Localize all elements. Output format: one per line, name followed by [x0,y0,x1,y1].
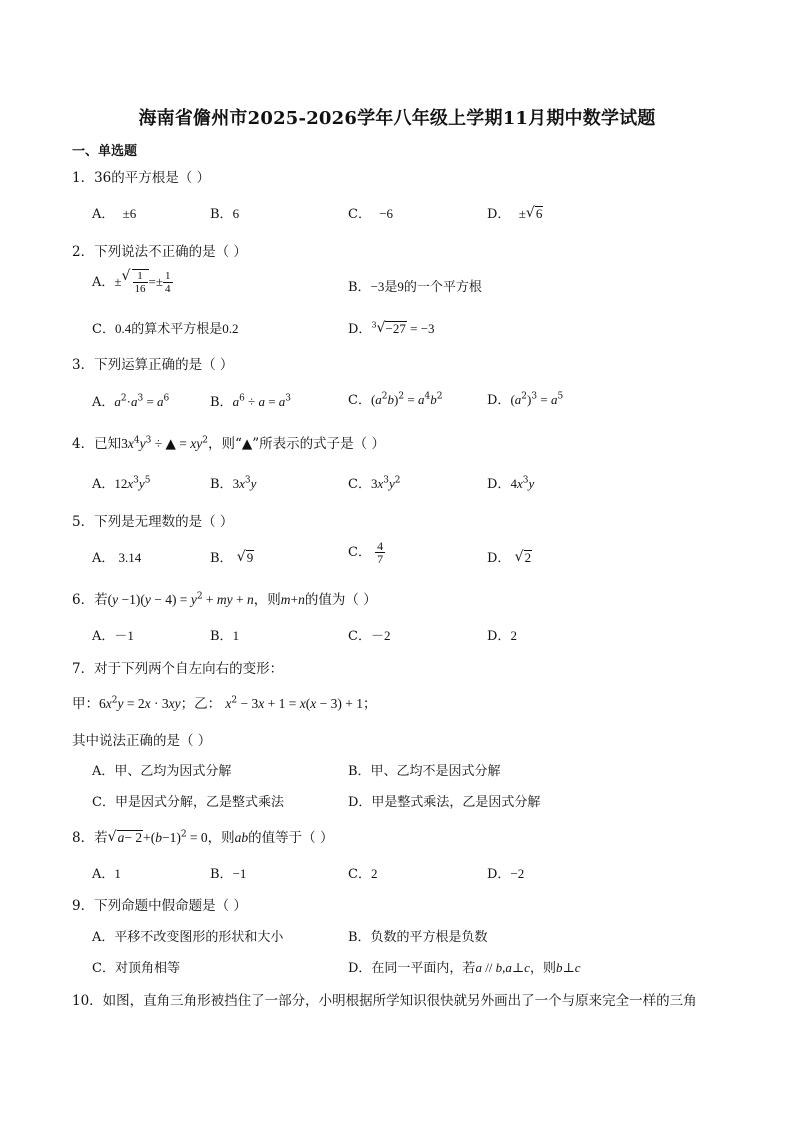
q4-option-d: D．$4x^3y$ [487,475,535,492]
q1-option-d: D． ±√ 6 [487,203,543,222]
q6-option-d: D．2 [487,628,517,644]
question-6-stem: 6．若$(y -1)(y - 4) = y^2$ + my + n，则m+n的值为（ ） [72,591,377,608]
q2-option-b: B．−3是9的一个平方根 [348,279,482,295]
question-5-stem: 5．下列是无理数的是（ ） [72,514,234,530]
q9-option-b: B．负数的平方根是负数 [348,930,488,945]
exam-title: 海南省儋州市2025-2026学年八年级上学期11月期中数学试题 [138,108,656,129]
q8-option-b: B．−1 [210,866,247,882]
q4-option-a: A．$12x^3y^5$ [92,475,151,492]
question-3-stem: 3．下列运算正确的是（ ） [72,357,234,373]
q1-option-c: C． −6 [348,206,394,222]
q5-option-c: C． $\frac{4}{7}$ [348,539,384,566]
q6-option-a: A．－1 [92,628,134,644]
q1-option-a: A． ±6 [92,206,137,222]
q8-option-d: D．−2 [487,866,525,882]
question-7-line3: 其中说法正确的是（ ） [72,733,212,749]
question-10-stem: 10．如图，直角三角形被挡住了一部分，小明根据所学知识很快就另外画出了一个与原来完全一样的三角 [72,993,697,1009]
question-4-stem: 4．已知$3x^4y^3$ ÷ ▲ = $xy^2$，则“▲”所表示的式子是（ ） [72,435,385,452]
q3-option-b: B．$a^6 \div a = a^3$ [210,393,292,410]
q3-option-d: D．$(a^2)^3 = a^5$ [487,391,564,408]
q9-option-d: D．在同一平面内，若a // b,a⊥c，则b⊥c [348,960,581,976]
q5-option-a: A． 3.14 [92,550,142,566]
q1-option-b: B．6 [210,206,240,222]
q6-option-b: B．1 [210,628,240,644]
q5-option-b: B． √ 9 [210,547,254,566]
q7-option-b: B．甲、乙均不是因式分解 [348,764,501,779]
section-heading: 一、单选题 [72,144,138,159]
q9-option-c: C．对顶角相等 [92,961,180,976]
q6-option-c: C．－2 [348,628,391,644]
question-8-stem: 8．若√ $a- 2+(b-1)^2 = 0$，则ab的值等于（ ） [72,826,333,846]
q4-option-b: B．$3x^3y$ [210,475,257,492]
q2-option-a: A．± √ $\frac{1}{16}$ =± $\frac{1}{4}$ [92,269,173,295]
question-2-stem: 2．下列说法不正确的是（ ） [72,244,247,260]
q7-option-a: A．甲、乙均为因式分解 [92,764,232,779]
q8-option-a: A．1 [92,866,121,882]
q7-option-c: C．甲是因式分解，乙是整式乘法 [92,795,284,810]
question-7-line2: 甲：$6x^2y = 2x \cdot 3xy$；乙： $x^2 - 3x + 1 = x(x - 3) + 1$； [72,695,377,712]
question-9-stem: 9．下列命题中假命题是（ ） [72,898,247,914]
q5-option-d: D． √ 2 [487,547,532,566]
q3-option-a: A．$a^2\cdot a^3 = a^6$ [92,393,170,410]
q2-option-d: D．$^3$√ −27 = −3 [348,318,435,337]
q9-option-a: A．平移不改变图形的形状和大小 [92,930,284,945]
q4-option-c: C．$3x^3y^2$ [348,475,401,492]
q8-option-c: C．2 [348,866,378,882]
question-7-stem: 7．对于下列两个自左向右的变形： [72,661,284,677]
q7-option-d: D．甲是整式乘法，乙是因式分解 [348,795,541,810]
question-1-stem: 1．36的平方根是（ ） [72,170,211,186]
q2-option-c: C．0.4的算术平方根是0.2 [92,321,239,337]
q3-option-c: C．$(a^2b)^2 = a^4b^2$ [348,391,443,408]
